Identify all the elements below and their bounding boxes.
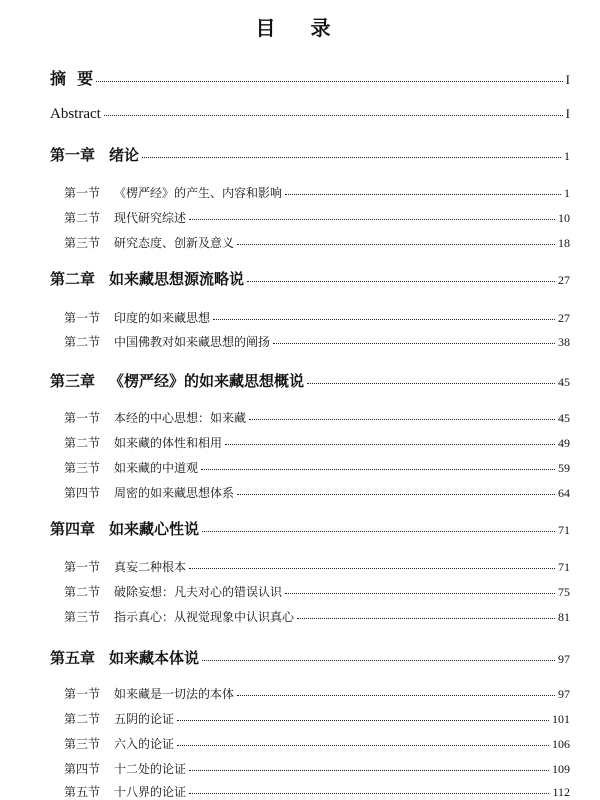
section-number: 第一节	[64, 411, 101, 425]
entry-title: Abstract	[50, 106, 101, 122]
page-number: 64	[558, 486, 570, 500]
page-number: 75	[558, 585, 570, 599]
chapter-title: 如来藏本体说	[109, 649, 200, 667]
page-number: 81	[558, 610, 570, 624]
chapter-title: 如来藏心性说	[109, 520, 200, 538]
section-title: 现代研究综述	[114, 211, 187, 225]
toc-section-3-3[interactable]	[64, 459, 570, 476]
chapter-number: 第三章	[50, 372, 96, 390]
dot-leader	[189, 792, 549, 794]
page-number: 101	[552, 712, 570, 726]
section-number: 第四节	[64, 486, 101, 500]
dot-leader	[189, 567, 555, 569]
chapter-number: 第二章	[50, 270, 96, 288]
toc-chapter-3[interactable]	[50, 370, 570, 391]
toc-section-1-1[interactable]	[64, 184, 570, 201]
section-title: 如来藏是一切法的本体	[114, 687, 235, 701]
section-number: 第二节	[64, 712, 101, 726]
toc-chapter-2[interactable]	[50, 268, 570, 289]
page-number: 45	[558, 411, 570, 425]
toc-section-5-2[interactable]	[64, 710, 570, 727]
page-number: 1	[564, 186, 570, 200]
section-number: 第三节	[64, 737, 101, 751]
page-number: 71	[558, 523, 570, 537]
dot-leader	[297, 617, 555, 619]
section-title: 印度的如来藏思想	[114, 311, 211, 325]
section-number: 第一节	[64, 186, 101, 200]
page-number: 27	[558, 273, 570, 287]
toc-section-4-1[interactable]	[64, 558, 570, 575]
dot-leader	[285, 592, 555, 594]
toc-chapter-4[interactable]	[50, 518, 570, 539]
page-number: I	[565, 72, 570, 87]
section-number: 第二节	[64, 585, 101, 599]
toc-section-1-3[interactable]	[64, 234, 570, 251]
section-title: 六入的论证	[114, 737, 175, 751]
chapter-number: 第一章	[50, 146, 96, 164]
section-number: 第五节	[64, 785, 101, 799]
page-number: 97	[558, 687, 570, 701]
section-title: 周密的如来藏思想体系	[114, 486, 235, 500]
dot-leader	[189, 218, 555, 220]
toc-section-2-1[interactable]	[64, 309, 570, 326]
toc-section-4-3[interactable]	[64, 608, 570, 625]
section-title: 《楞严经》的产生、内容和影响	[114, 186, 283, 200]
toc-chapter-1[interactable]	[50, 144, 570, 165]
section-number: 第二节	[64, 335, 101, 349]
page-number: 112	[552, 785, 570, 799]
section-number: 第三节	[64, 610, 101, 624]
entry-title: 摘 要	[50, 69, 94, 88]
dot-leader	[177, 719, 549, 721]
dot-leader	[189, 769, 549, 771]
section-number: 第三节	[64, 236, 101, 250]
dot-leader	[104, 114, 563, 116]
toc-section-3-1[interactable]	[64, 409, 570, 426]
section-number: 第四节	[64, 762, 101, 776]
dot-leader	[237, 694, 555, 696]
toc-entry-abstract[interactable]	[50, 106, 570, 123]
section-title: 破除妄想：凡夫对心的错误认识	[114, 585, 283, 599]
dot-leader	[247, 280, 555, 282]
section-number: 第一节	[64, 560, 101, 574]
dot-leader	[285, 193, 561, 195]
dot-leader	[96, 80, 563, 82]
page-number: 18	[558, 236, 570, 250]
toc-section-5-5[interactable]	[64, 783, 570, 800]
toc-section-3-4[interactable]	[64, 484, 570, 501]
toc-section-1-2[interactable]	[64, 209, 570, 226]
chapter-number: 第四章	[50, 520, 96, 538]
dot-leader	[213, 318, 555, 320]
dot-leader	[177, 744, 549, 746]
page-number: I	[565, 106, 570, 121]
toc-section-2-2[interactable]	[64, 333, 570, 350]
page-number: 97	[558, 652, 570, 666]
dot-leader	[142, 156, 561, 158]
toc-entry-summary[interactable]	[50, 66, 570, 89]
page-number: 38	[558, 335, 570, 349]
chapter-title: 绪论	[109, 146, 140, 164]
section-number: 第一节	[64, 687, 101, 701]
section-number: 第一节	[64, 311, 101, 325]
section-title: 十二处的论证	[114, 762, 187, 776]
toc-chapter-5[interactable]	[50, 647, 570, 668]
chapter-title: 如来藏思想源流略说	[109, 270, 245, 288]
section-number: 第二节	[64, 436, 101, 450]
toc-section-3-2[interactable]	[64, 434, 570, 451]
page-number: 10	[558, 211, 570, 225]
page-number: 27	[558, 311, 570, 325]
section-title: 真妄二种根本	[114, 560, 187, 574]
section-number: 第二节	[64, 211, 101, 225]
chapter-title: 《楞严经》的如来藏思想概说	[109, 372, 305, 390]
dot-leader	[201, 468, 555, 470]
page-number: 109	[552, 762, 570, 776]
toc-section-5-1[interactable]	[64, 685, 570, 702]
page-number: 1	[564, 149, 570, 163]
section-title: 五阴的论证	[114, 712, 175, 726]
dot-leader	[237, 243, 555, 245]
dot-leader	[202, 659, 555, 661]
section-title: 研究态度、创新及意义	[114, 236, 235, 250]
dot-leader	[237, 493, 555, 495]
chapter-number: 第五章	[50, 649, 96, 667]
page-number: 106	[552, 737, 570, 751]
page-number: 45	[558, 375, 570, 389]
toc-title: 目 录	[255, 16, 345, 40]
toc-section-5-4[interactable]	[64, 760, 570, 777]
dot-leader	[249, 418, 555, 420]
toc-section-5-3[interactable]	[64, 735, 570, 752]
dot-leader	[307, 382, 555, 384]
section-title: 如来藏的体性和相用	[114, 436, 223, 450]
page-number: 59	[558, 461, 570, 475]
section-title: 中国佛教对如来藏思想的阐扬	[114, 335, 271, 349]
section-number: 第三节	[64, 461, 101, 475]
section-title: 本经的中心思想：如来藏	[114, 411, 247, 425]
page-number: 49	[558, 436, 570, 450]
toc-section-4-2[interactable]	[64, 583, 570, 600]
page-number: 71	[558, 560, 570, 574]
dot-leader	[273, 342, 555, 344]
section-title: 指示真心：从视觉现象中认识真心	[114, 610, 295, 624]
dot-leader	[225, 443, 555, 445]
dot-leader	[202, 530, 555, 532]
section-title: 十八界的论证	[114, 785, 187, 799]
section-title: 如来藏的中道观	[114, 461, 199, 475]
